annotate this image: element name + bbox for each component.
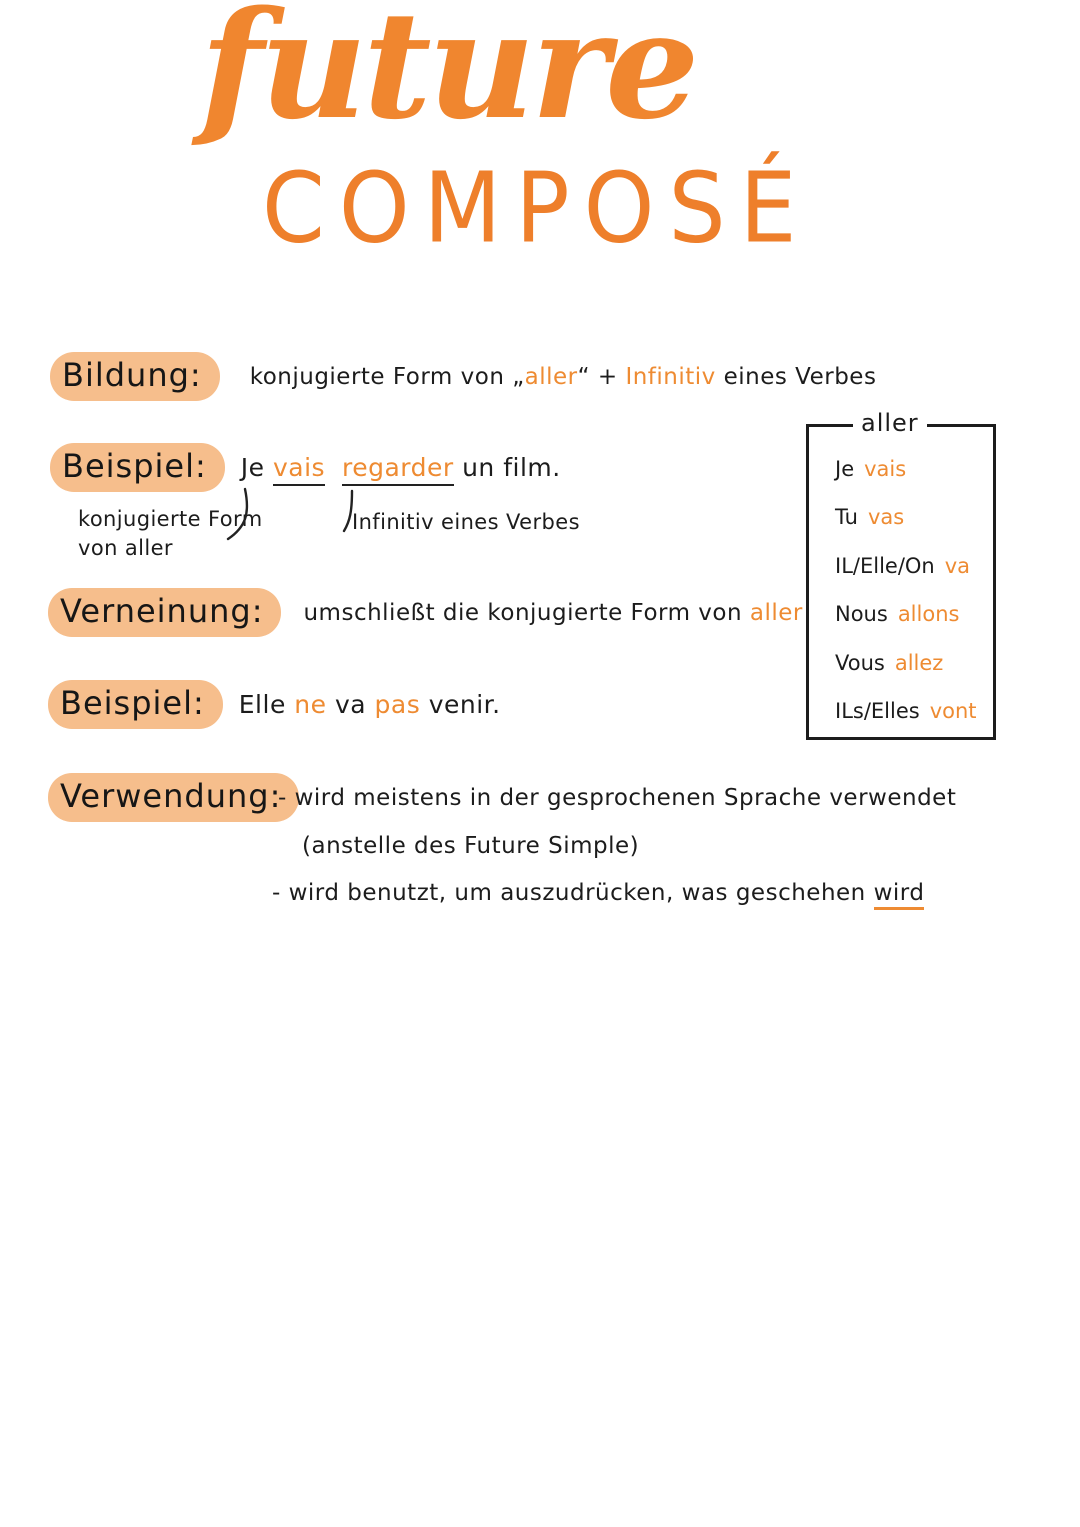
section-beispiel-2: [48, 680, 501, 729]
verwendung-bullet-2-text: - wird benutzt, um auszudrücken, was geschehen: [272, 880, 874, 906]
beispiel-1-space: [325, 453, 342, 482]
beispiel-1-regarder: regarder: [342, 453, 454, 486]
aller-conjugation-box: [806, 409, 996, 740]
aller-pronoun: Nous: [835, 602, 888, 627]
aller-pronoun: IL/Elle/On: [835, 553, 935, 578]
page-title-caps: COMPOSÉ: [262, 152, 811, 266]
section-bildung: [50, 352, 876, 401]
bildung-text-part1: konjugierte Form von „: [249, 363, 525, 390]
beispiel-1-vais: vais: [273, 453, 325, 486]
aller-row-vous: [835, 651, 987, 675]
beispiel-2-ne: ne: [294, 690, 327, 719]
bildung-text-part3: eines Verbes: [715, 363, 877, 390]
annotation-connector-lines: [200, 487, 480, 557]
aller-pronoun: Je: [835, 457, 855, 481]
section-label-beispiel-1: Beispiel:: [50, 443, 225, 492]
aller-row-je: [835, 457, 987, 481]
beispiel-2-pas: pas: [374, 690, 421, 719]
beispiel-1-rest: un film.: [453, 453, 561, 482]
section-label-verwendung: Verwendung:: [48, 773, 299, 822]
section-verneinung: [48, 588, 803, 637]
connector-right-curve: [344, 491, 352, 531]
beispiel-1-subject: Je: [240, 453, 273, 482]
aller-row-il-elle-on: [835, 554, 987, 578]
beispiel-2-part1: Elle: [238, 690, 295, 719]
verwendung-bullet-2-wird: wird: [874, 880, 925, 910]
annotation-conjugated-form-line1: konjugierte Form: [78, 507, 263, 531]
aller-row-ils-elles: [835, 699, 987, 723]
verwendung-bullet-2: [272, 880, 924, 906]
section-label-verwendung-wrap: [48, 773, 299, 822]
aller-box-title: aller: [853, 409, 927, 437]
verwendung-bullet-1: - wird meistens in der gesprochenen Sprache verwendet: [278, 785, 957, 811]
bildung-text-part2: “ +: [577, 363, 626, 390]
page-title-script: future: [200, 0, 696, 152]
annotation-conjugated-form-line2: von aller: [78, 536, 173, 561]
verneinung-text: [303, 600, 802, 626]
beispiel-2-sentence: [239, 690, 501, 719]
bildung-aller: aller: [524, 363, 578, 390]
beispiel-2-part2: va: [326, 690, 375, 719]
aller-pronoun: Vous: [835, 650, 885, 675]
aller-box-rows: [809, 427, 993, 737]
bildung-infinitiv: Infinitiv: [625, 363, 716, 390]
aller-row-nous: [835, 602, 987, 626]
verwendung-bullet-1-continuation: (anstelle des Future Simple): [302, 833, 640, 859]
section-label-verneinung: Verneinung:: [48, 588, 281, 637]
beispiel-2-part3: venir.: [420, 690, 501, 719]
beispiel-1-sentence: [241, 453, 561, 482]
verneinung-aller: aller: [749, 599, 803, 626]
section-label-beispiel-2: Beispiel:: [48, 680, 223, 729]
aller-pronoun: Tu: [835, 505, 858, 530]
connector-left-curve: [228, 489, 247, 539]
verneinung-text-part1: umschließt die konjugierte Form von: [303, 599, 750, 626]
aller-pronoun: ILs/Elles: [835, 698, 920, 723]
section-beispiel-1: [50, 443, 561, 492]
aller-form: va: [944, 553, 971, 578]
aller-form: vas: [867, 505, 905, 530]
aller-form: vais: [864, 457, 907, 481]
annotation-infinitive: Infinitiv eines Verbes: [352, 510, 580, 534]
section-label-bildung: Bildung:: [50, 352, 220, 401]
aller-form: allons: [897, 602, 960, 627]
aller-form: vont: [929, 698, 977, 723]
bildung-text: [250, 364, 877, 390]
aller-form: allez: [894, 650, 944, 675]
aller-row-tu: [835, 505, 987, 529]
